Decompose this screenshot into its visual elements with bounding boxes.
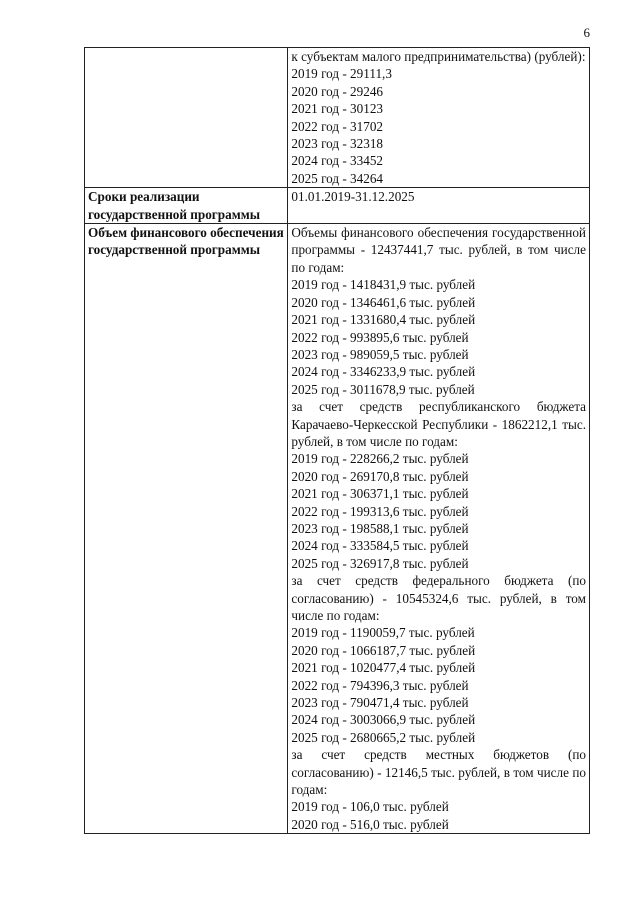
text-line: 2025 год - 2680665,2 тыс. рублей bbox=[291, 729, 476, 745]
text-line: 2023 год - 198588,1 тыс. рублей bbox=[291, 520, 469, 536]
text-line: 2024 год - 3003066,9 тыс. рублей bbox=[291, 712, 476, 728]
table-row bbox=[85, 224, 590, 834]
row-value bbox=[288, 48, 590, 188]
text-paragraph: за счет средств местных бюджетов (по согласованию) - 12146,5 тыс. рублей, в том числе по годам: bbox=[291, 747, 586, 798]
text-line: 01.01.2019-31.12.2025 bbox=[291, 189, 415, 205]
text-line: 2020 год - 29246 bbox=[291, 83, 384, 99]
text-paragraph: Объемы финансового обеспечения государственной программы - 12437441,7 тыс. рублей, в том числе по годам: bbox=[291, 225, 586, 275]
text-line: 2019 год - 106,0 тыс. рублей bbox=[291, 799, 449, 815]
table-row bbox=[85, 48, 590, 188]
row-value bbox=[288, 188, 590, 224]
row-label bbox=[85, 48, 288, 188]
text-line: 2022 год - 993895,6 тыс. рублей bbox=[291, 329, 469, 345]
text-line: 2019 год - 228266,2 тыс. рублей bbox=[291, 451, 469, 467]
row-label: Объем финансового обеспечения государственной программы bbox=[85, 224, 288, 834]
text-line: 2025 год - 3011678,9 тыс. рублей bbox=[291, 381, 475, 397]
text-line: 2022 год - 199313,6 тыс. рублей bbox=[291, 503, 469, 519]
text-line: 2020 год - 1346461,6 тыс. рублей bbox=[291, 294, 476, 310]
page-number: 6 bbox=[583, 25, 590, 40]
text-line: 2022 год - 794396,3 тыс. рублей bbox=[291, 677, 469, 693]
row-label: Сроки реализации государственной программы bbox=[85, 188, 288, 224]
text-line: 2021 год - 306371,1 тыс. рублей bbox=[291, 486, 469, 502]
text-line: 2023 год - 32318 bbox=[291, 136, 384, 152]
text-line: 2024 год - 33452 bbox=[291, 153, 384, 169]
row-value bbox=[288, 224, 590, 834]
table-row bbox=[85, 188, 590, 224]
text-line: 2022 год - 31702 bbox=[291, 118, 384, 134]
text-line: 2025 год - 326917,8 тыс. рублей bbox=[291, 555, 469, 571]
passport-table bbox=[84, 47, 590, 834]
text-line: 2024 год - 3346233,9 тыс. рублей bbox=[291, 364, 476, 380]
text-line: 2025 год - 34264 bbox=[291, 170, 384, 186]
text-line: 2021 год - 1331680,4 тыс. рублей bbox=[291, 312, 476, 328]
text-line: 2024 год - 333584,5 тыс. рублей bbox=[291, 538, 469, 554]
text-paragraph: за счет средств федерального бюджета (по согласованию) - 10545324,6 тыс. рублей, в том числе по годам: bbox=[291, 573, 586, 623]
text-line: 2020 год - 269170,8 тыс. рублей bbox=[291, 468, 469, 484]
text-line: 2019 год - 29111,3 bbox=[291, 66, 392, 82]
text-line: 2020 год - 516,0 тыс. рублей bbox=[291, 816, 449, 832]
text-line: 2019 год - 1190059,7 тыс. рублей bbox=[291, 625, 475, 641]
text-line: 2023 год - 790471,4 тыс. рублей bbox=[291, 695, 469, 711]
text-line: 2021 год - 30123 bbox=[291, 101, 384, 117]
text-line: 2023 год - 989059,5 тыс. рублей bbox=[291, 346, 469, 362]
text-line: 2019 год - 1418431,9 тыс. рублей bbox=[291, 277, 476, 293]
text-paragraph: за счет средств республиканского бюджета Карачаево-Черкесской Республики - 1862212,1 тыс. рублей, в том числе по годам: bbox=[291, 399, 586, 449]
text-line: 2021 год - 1020477,4 тыс. рублей bbox=[291, 660, 476, 676]
text-paragraph: к субъектам малого предпринимательства) (рублей): bbox=[291, 49, 586, 64]
text-line: 2020 год - 1066187,7 тыс. рублей bbox=[291, 642, 476, 658]
